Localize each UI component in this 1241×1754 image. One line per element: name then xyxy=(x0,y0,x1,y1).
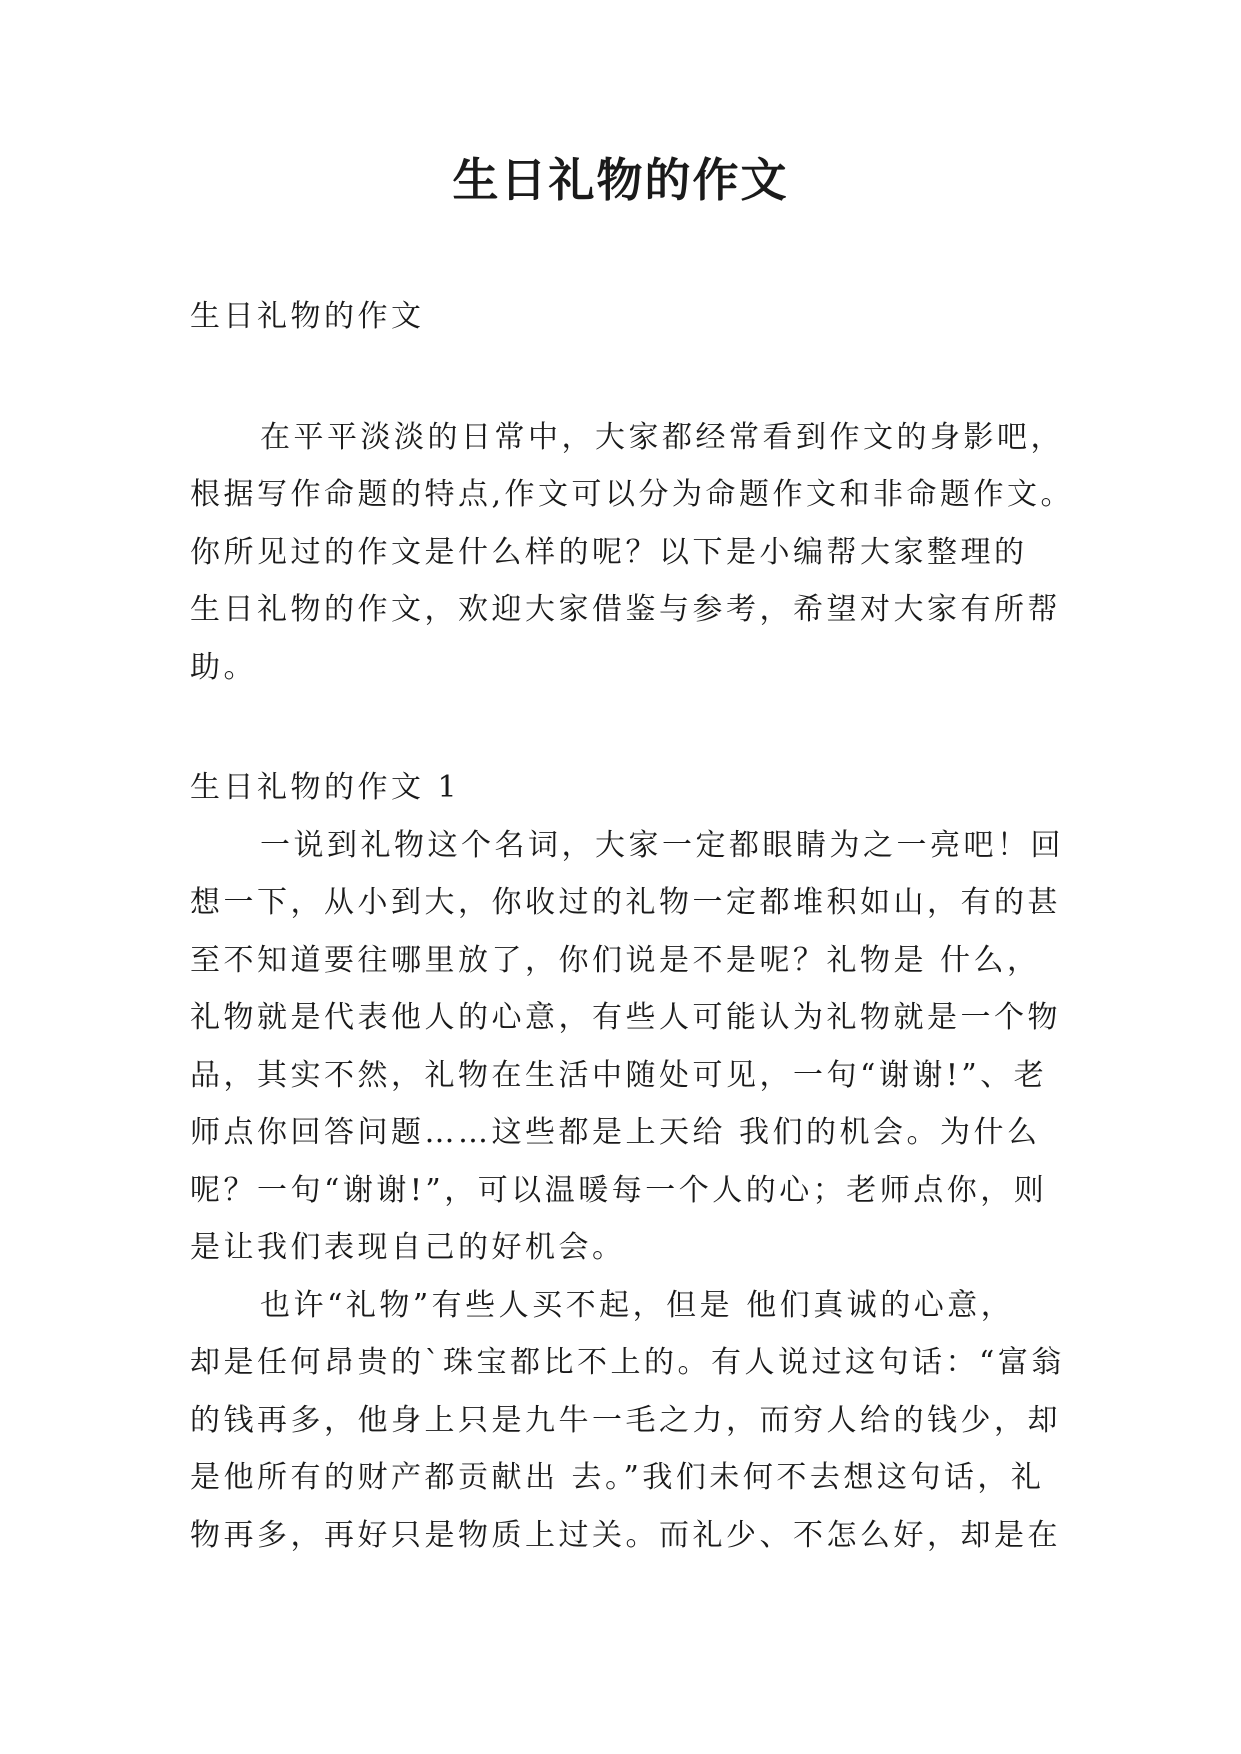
document-body xyxy=(190,288,1075,1564)
body-paragraph-1 xyxy=(190,817,1064,1277)
paragraph-line: 是他所有的财产都贡献出 去。”我们未何不去想这句话，礼 xyxy=(190,1460,1045,1495)
paragraph-line: 物再多，再好只是物质上过关。而礼少、不怎么好，却是在 xyxy=(190,1517,1061,1553)
paragraph-gap xyxy=(190,696,1060,759)
paragraph-line: 呢？一句“谢谢!”，可以温暖每一个人的心；老师点你，则 xyxy=(190,1172,1048,1208)
document-subtitle: 生日礼物的作文 xyxy=(190,299,425,334)
paragraph-line: 一说到礼物这个名词，大家一定都眼睛为之一亮吧！回 xyxy=(260,827,1064,863)
paragraph-line: 礼物就是代表他人的心意，有些人可能认为礼物就是一个物 xyxy=(190,1000,1061,1035)
body-paragraph-2 xyxy=(190,1277,1065,1565)
intro-line: 根据写作命题的特点,作文可以分为命题作文和非命题作文。 xyxy=(190,477,1075,512)
paragraph-line: 的钱再多，他身上只是九牛一毛之力，而穷人给的钱少，却 xyxy=(190,1402,1061,1438)
document-title: 生日礼物的作文 xyxy=(452,153,789,207)
intro-paragraph xyxy=(190,409,1075,697)
paragraph-line: 想一下，从小到大，你收过的礼物一定都堆积如山，有的甚 xyxy=(190,885,1061,920)
paragraph-line: 是让我们表现自己的好机会。 xyxy=(190,1230,626,1265)
paragraph-line: 也许“礼物”有些人买不起，但是 他们真诚的心意， xyxy=(260,1287,1015,1323)
paragraph-line: 却是任何昂贵的`珠宝都比不上的。有人说过这句话：“富翁 xyxy=(190,1345,1065,1380)
paragraph-line: 师点你回答问题……这些都是上天给 我们的机会。为什么 xyxy=(190,1115,1041,1150)
intro-line: 在平平淡淡的日常中，大家都经常看到作文的身影吧， xyxy=(260,419,1064,455)
section-heading: 生日礼物的作文 1 xyxy=(190,770,461,805)
paragraph-gap xyxy=(190,346,1060,409)
paragraph-line: 品，其实不然，礼物在生活中随处可见，一句“谢谢!”、老 xyxy=(190,1057,1048,1093)
intro-line: 生日礼物的作文，欢迎大家借鉴与参考，希望对大家有所帮 xyxy=(190,592,1061,627)
intro-line: 助。 xyxy=(190,649,257,685)
paragraph-line: 至不知道要往哪里放了，你们说是不是呢？礼物是 什么， xyxy=(190,942,1041,978)
intro-line: 你所见过的作文是什么样的呢？以下是小编帮大家整理的 xyxy=(190,534,1028,570)
